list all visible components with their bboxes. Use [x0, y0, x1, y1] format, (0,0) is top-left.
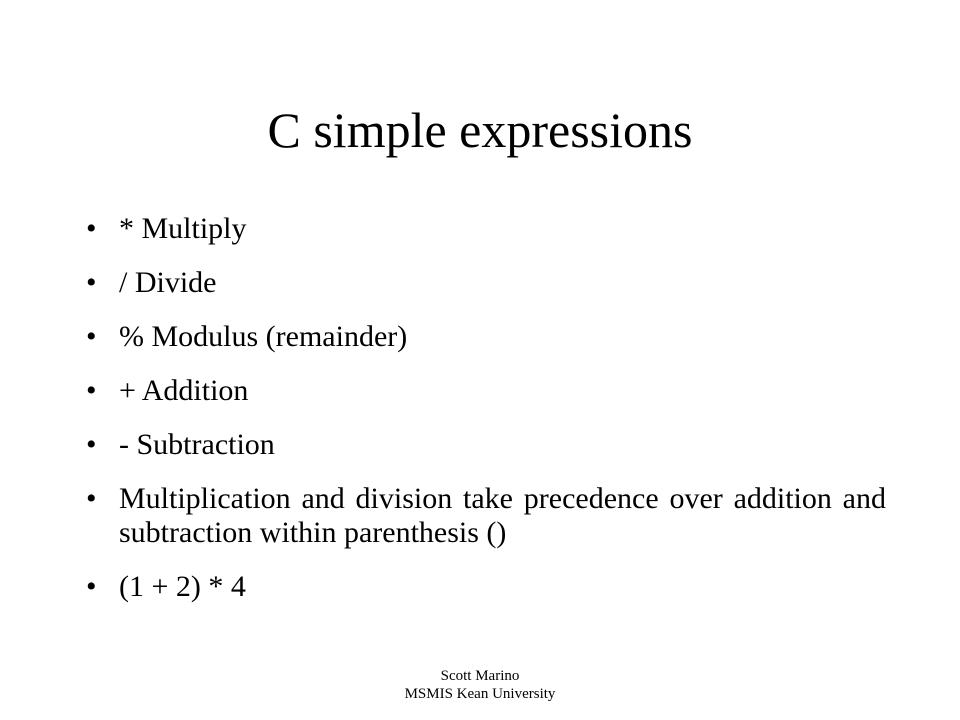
bullet-item-addition: [86, 374, 886, 408]
bullet-text: * Multiply: [119, 212, 247, 245]
bullet-list: [86, 212, 886, 624]
bullet-dot-icon: •: [86, 212, 97, 245]
bullet-item-divide: [86, 266, 886, 300]
footer-affiliation: MSMIS Kean University: [404, 686, 556, 702]
bullet-text: - Subtraction: [119, 428, 275, 461]
bullet-dot-icon: •: [86, 482, 97, 515]
slide-footer: [0, 667, 960, 703]
bullet-item-subtraction: [86, 428, 886, 462]
bullet-dot-icon: •: [86, 320, 97, 353]
bullet-dot-icon: •: [86, 266, 97, 299]
bullet-text: / Divide: [119, 266, 217, 299]
bullet-dot-icon: •: [86, 374, 97, 407]
slide-title: C simple expressions: [267, 102, 693, 158]
bullet-dot-icon: •: [86, 428, 97, 461]
bullet-item-precedence: [86, 482, 886, 550]
bullet-item-multiply: [86, 212, 886, 246]
bullet-text: + Addition: [119, 374, 249, 407]
bullet-text: (1 + 2) * 4: [119, 570, 246, 603]
footer-author: Scott Marino: [440, 668, 520, 684]
bullet-dot-icon: •: [86, 570, 97, 603]
bullet-item-example: [86, 570, 886, 604]
bullet-item-modulus: [86, 320, 886, 354]
bullet-text: Multiplication and division take precedence over addition and subtraction within parenthesis (): [119, 482, 886, 549]
bullet-text: % Modulus (remainder): [119, 320, 408, 353]
